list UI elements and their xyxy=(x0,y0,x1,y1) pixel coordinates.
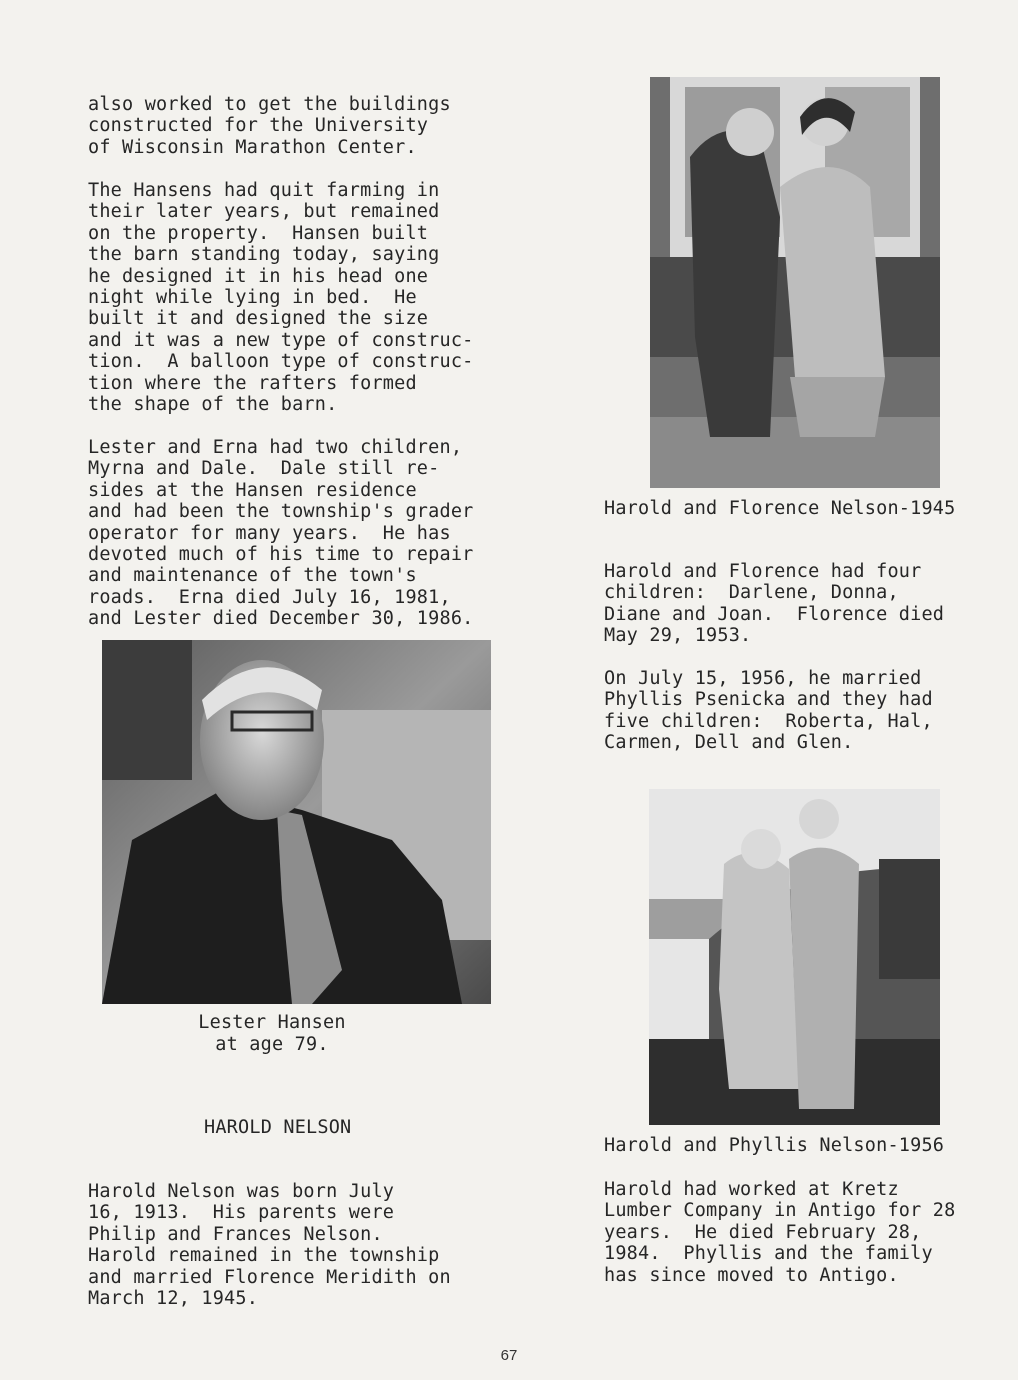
right-paragraph-1: Harold and Florence had four children: Darlene, Donna, Diane and Joan. Florence died May 29, 1953. xyxy=(604,561,945,647)
lester-hansen-photo xyxy=(102,640,491,1004)
page-number: 67 xyxy=(500,1347,518,1364)
harold-florence-caption: Harold and Florence Nelson-1945 xyxy=(604,498,956,519)
section-heading-harold-nelson: HAROLD NELSON xyxy=(204,1117,352,1138)
left-paragraph-1: also worked to get the buildings constructed for the University of Wisconsin Marathon Center. xyxy=(88,94,451,158)
lester-hansen-caption: Lester Hansen at age 79. xyxy=(198,1012,346,1055)
left-paragraph-2: The Hansens had quit farming in their later years, but remained on the property. Hansen built the barn standing today, saying he designed it in his head one night while lying in bed. He built it and designed the size and it was a new type of construc- tion. A balloon type of construc- tion where the rafters formed the shape of the barn. xyxy=(88,180,474,416)
harold-phyllis-caption: Harold and Phyllis Nelson-1956 xyxy=(604,1135,945,1156)
right-paragraph-2: On July 15, 1956, he married Phyllis Psenicka and they had five children: Roberta, Hal, Carmen, Dell and Glen. xyxy=(604,668,933,754)
left-paragraph-4: Harold Nelson was born July 16, 1913. His parents were Philip and Frances Nelson. Harold remained in the township and married Florence Meridith on March 12, 1945. xyxy=(88,1181,451,1310)
left-paragraph-3: Lester and Erna had two children, Myrna and Dale. Dale still re- sides at the Hansen residence and had been the township's grader operator for many years. He has devoted much of his time to repair and maintenance of the town's roads. Erna died July 16, 1981, and Lester died December 30, 1986. xyxy=(88,437,474,630)
harold-florence-photo xyxy=(650,77,940,488)
harold-phyllis-photo xyxy=(649,789,940,1125)
right-paragraph-3: Harold had worked at Kretz Lumber Company in Antigo for 28 years. He died February 28, 1984. Phyllis and the family has since moved to Antigo. xyxy=(604,1179,956,1286)
